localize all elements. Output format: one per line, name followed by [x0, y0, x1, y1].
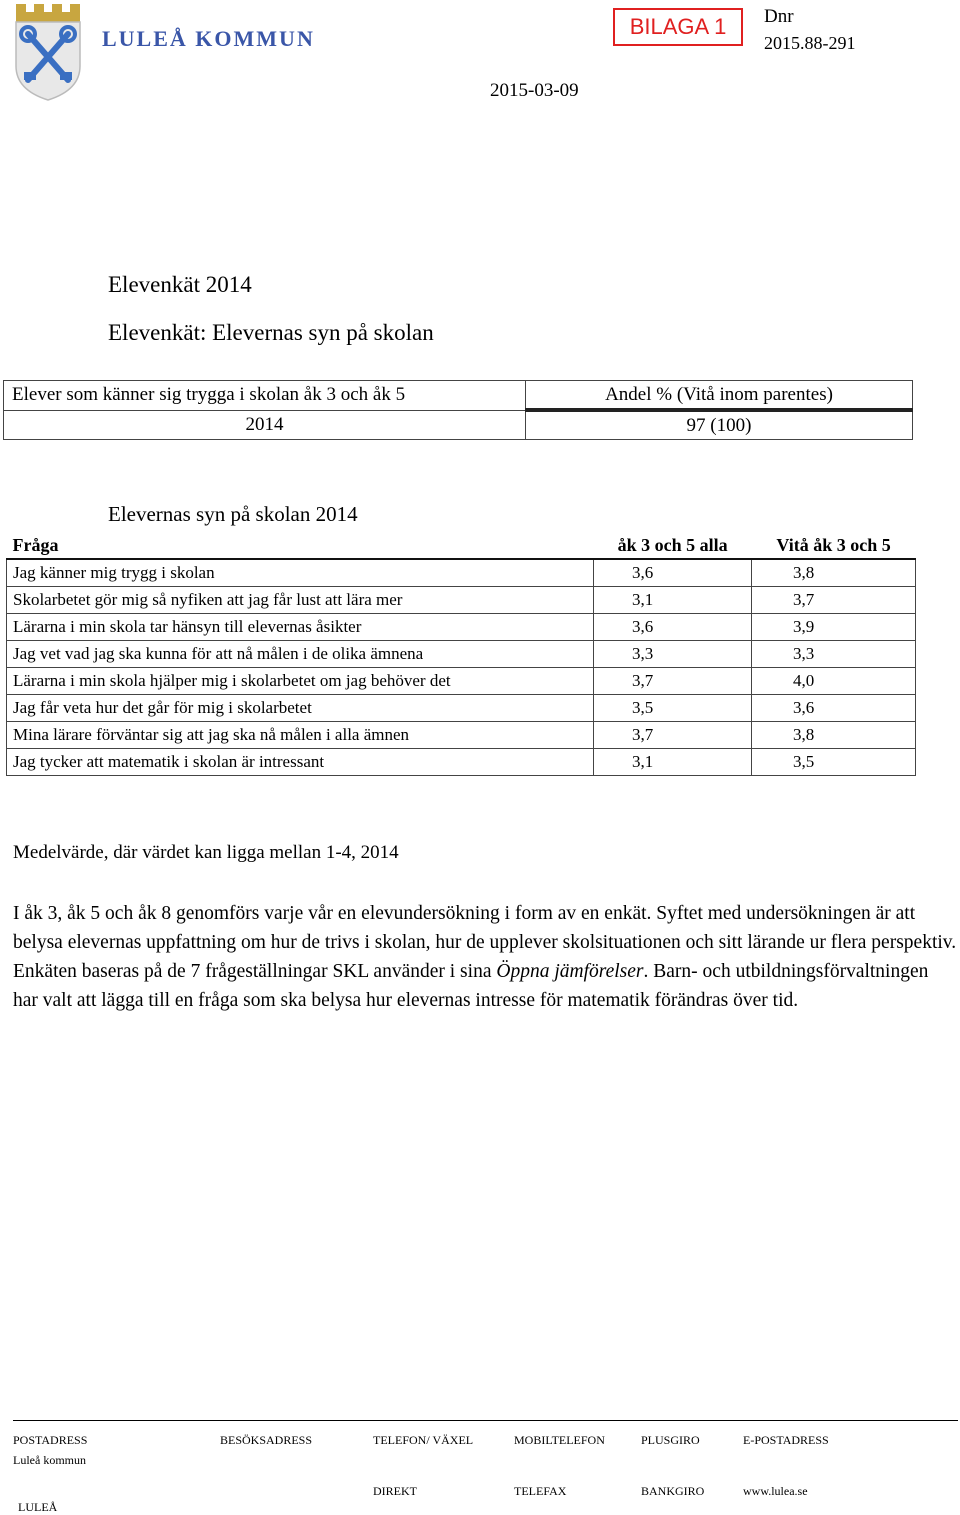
document-date: 2015-03-09	[490, 80, 579, 101]
safety-value: 97 (100)	[526, 410, 913, 440]
value-all: 3,7	[594, 668, 752, 695]
safety-table	[3, 380, 913, 440]
footer-direkt: DIREKT	[373, 1484, 417, 1498]
table-row	[7, 722, 916, 749]
header-question: Fråga	[12, 534, 59, 555]
footer-epost: E-POSTADRESS	[743, 1433, 829, 1447]
safety-year: 2014	[4, 410, 526, 440]
footer-besoksadress: BESÖKSADRESS	[220, 1433, 313, 1447]
value-all: 3,1	[594, 587, 752, 614]
footer-web-link[interactable]: www.lulea.se	[743, 1484, 808, 1498]
dnr-label: Dnr	[764, 6, 794, 27]
question-cell: Skolarbetet gör mig så nyfiken att jag får lust att lära mer	[7, 587, 594, 614]
question-cell: Lärarna i min skola hjälper mig i skolarbetet om jag behöver det	[7, 668, 594, 695]
footer-plusgiro: PLUSGIRO	[641, 1433, 700, 1447]
footer-city: LULEÅ	[18, 1500, 58, 1514]
table-row	[4, 410, 913, 440]
safety-col2-header: Andel % (Vitå inom parentes)	[526, 381, 913, 411]
organization-name: LULEÅ KOMMUN	[102, 26, 315, 51]
value-vita: 3,3	[752, 641, 916, 668]
footer-telefax: TELEFAX	[514, 1484, 567, 1498]
question-cell: Jag känner mig trygg i skolan	[7, 559, 594, 587]
value-vita: 3,9	[752, 614, 916, 641]
value-all: 3,6	[594, 559, 752, 587]
table-row	[7, 614, 916, 641]
footer-divider	[13, 1420, 958, 1421]
question-cell: Mina lärare förväntar sig att jag ska nå målen i alla ämnen	[7, 722, 594, 749]
header-all: åk 3 och 5 alla	[617, 534, 728, 555]
bilaga-stamp: BILAGA 1	[613, 8, 743, 46]
footer-telefon: TELEFON/ VÄXEL	[373, 1433, 474, 1447]
value-all: 3,6	[594, 614, 752, 641]
table-row	[7, 559, 916, 587]
question-cell: Jag tycker att matematik i skolan är intressant	[7, 749, 594, 776]
value-vita: 3,8	[752, 559, 916, 587]
footer-org: Luleå kommun	[13, 1453, 86, 1467]
value-vita: 4,0	[752, 668, 916, 695]
value-all: 3,5	[594, 695, 752, 722]
footer-bankgiro: BANKGIRO	[641, 1484, 705, 1498]
footer-mobil: MOBILTELEFON	[514, 1433, 605, 1447]
header-vita: Vitå åk 3 och 5	[776, 534, 891, 555]
document-subtitle: Elevenkät: Elevernas syn på skolan	[108, 320, 434, 345]
mean-value-note: Medelvärde, där värdet kan ligga mellan 1-4, 2014	[13, 842, 399, 863]
table-row	[7, 695, 916, 722]
value-vita: 3,5	[752, 749, 916, 776]
table-header-row	[7, 532, 916, 559]
value-vita: 3,6	[752, 695, 916, 722]
table-row	[7, 749, 916, 776]
table-row	[7, 668, 916, 695]
footer-postadress: POSTADRESS	[13, 1433, 88, 1447]
survey-table	[6, 532, 916, 776]
question-cell: Lärarna i min skola tar hänsyn till elevernas åsikter	[7, 614, 594, 641]
dnr-value: 2015.88-291	[764, 33, 856, 53]
table-row	[7, 641, 916, 668]
paragraph-italic: Öppna jämförelser	[496, 961, 644, 982]
table-row	[7, 587, 916, 614]
lulea-coat-of-arms-logo	[14, 4, 84, 102]
table-header-row	[4, 381, 913, 411]
value-all: 3,1	[594, 749, 752, 776]
value-vita: 3,8	[752, 722, 916, 749]
paragraph-text: I åk 3, åk 5 och åk 8 genomförs varje vår en elevundersökning i form av en enkät. Syftet med undersökningen är att belysa elevernas uppfattning om hur de trivs i skolan, hur de upplever skolsituationen och sitt lärande ur flera perspektiv. Enkäten baseras på de 7 frågeställningar SKL använder i sina	[13, 903, 957, 982]
document-title: Elevenkät 2014	[108, 272, 252, 297]
value-vita: 3,7	[752, 587, 916, 614]
question-cell: Jag vet vad jag ska kunna för att nå målen i de olika ämnena	[7, 641, 594, 668]
value-all: 3,7	[594, 722, 752, 749]
survey-title: Elevernas syn på skolan 2014	[108, 502, 358, 526]
question-cell: Jag får veta hur det går för mig i skolarbetet	[7, 695, 594, 722]
value-all: 3,3	[594, 641, 752, 668]
paragraph-text: . Barn- och utbildningsförvaltningen har valt att lägga till en fråga som ska belysa hur elevernas intresse för matematik förändras över tid.	[13, 961, 929, 1011]
body-paragraph	[13, 899, 958, 1015]
safety-col1-header: Elever som känner sig trygga i skolan åk 3 och åk 5	[4, 381, 526, 411]
